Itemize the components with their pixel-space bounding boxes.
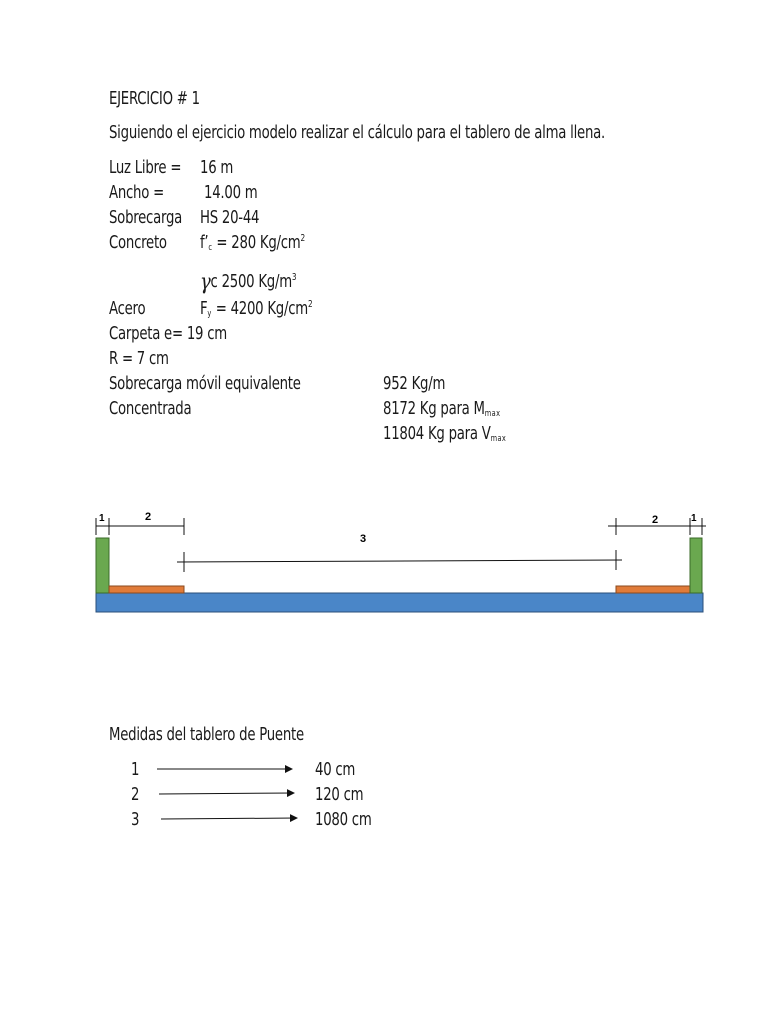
gamma-symbol: γ <box>200 270 211 295</box>
sobrecarga-label: Sobrecarga <box>109 207 183 228</box>
dim-label-1-right: 1 <box>691 513 697 524</box>
exercise-title: EJERCICIO # 1 <box>109 88 200 109</box>
luz-value: 16 m <box>200 157 234 178</box>
acero-label: Acero <box>109 298 146 319</box>
measure-num-1: 1 <box>131 759 140 780</box>
movil-label: Sobrecarga móvil equivalente <box>109 373 301 394</box>
measure-num-3: 3 <box>131 809 140 830</box>
dim-label-1-left: 1 <box>99 513 105 524</box>
instruction-text: Siguiendo el ejercicio modelo realizar el cálculo para el tablero de alma llena. <box>109 122 605 143</box>
measure-value-1: 40 cm <box>315 759 356 780</box>
concentrada-label: Concentrada <box>109 398 192 419</box>
dim-label-3: 3 <box>360 533 367 545</box>
sobrecarga-value: HS 20-44 <box>200 207 260 228</box>
vmax-subscript: max <box>490 434 507 444</box>
measure-num-2: 2 <box>131 784 140 805</box>
concreto-label: Concreto <box>109 232 167 253</box>
measure-value-2: 120 cm <box>315 784 364 805</box>
luz-label: Luz Libre = <box>109 157 182 178</box>
fc-value: = 280 Kg/cm <box>212 232 301 253</box>
movil-value: 952 Kg/m <box>383 373 446 394</box>
mmax-subscript: max <box>484 409 501 419</box>
fy-value: = 4200 Kg/cm <box>211 298 308 319</box>
fc-subscript: c <box>208 243 213 253</box>
arrow-2 <box>159 793 294 794</box>
r-text: R = 7 cm <box>109 348 169 369</box>
fy-prefix: F <box>200 298 208 319</box>
fy-exponent: 2 <box>307 299 313 310</box>
measure-value-3: 1080 cm <box>315 809 372 830</box>
fc-exponent: 2 <box>300 233 305 244</box>
gamma-exponent: 3 <box>291 272 297 283</box>
gamma-value: c 2500 Kg/m <box>210 271 292 292</box>
ancho-value: 14.00 m <box>204 182 258 203</box>
vmax-value: 11804 Kg para V <box>383 423 491 444</box>
fy-subscript: y <box>207 309 212 319</box>
mmax-value: 8172 Kg para M <box>383 398 485 419</box>
fc-prefix: f’ <box>200 232 209 253</box>
arrow-3 <box>161 818 297 819</box>
dim-label-2-left: 2 <box>145 511 152 523</box>
measures-title: Medidas del tablero de Puente <box>109 724 304 745</box>
carpeta-text: Carpeta e= 19 cm <box>109 323 227 344</box>
dim-label-2-right: 2 <box>652 514 659 526</box>
ancho-label: Ancho = <box>109 182 164 203</box>
